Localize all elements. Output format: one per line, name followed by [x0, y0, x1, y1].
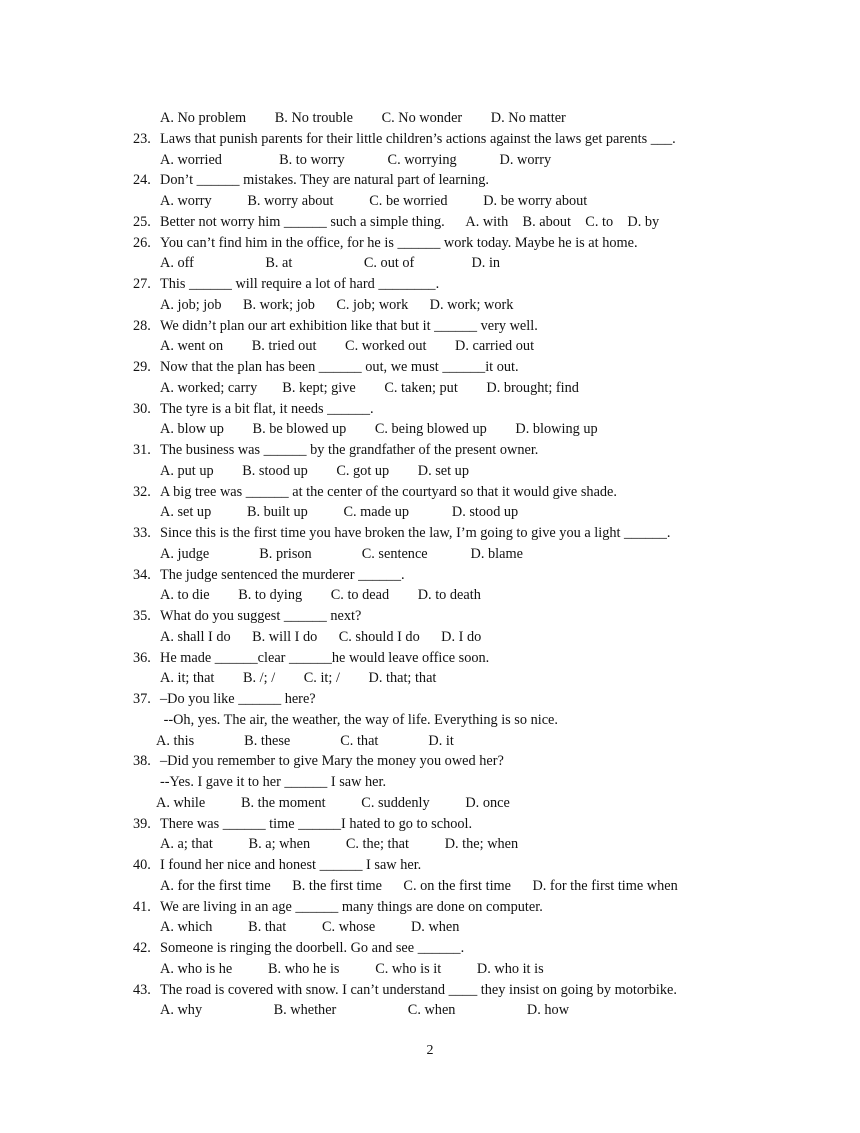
- answer-options: A. which B. that C. whose D. when: [160, 919, 460, 936]
- answer-options: A. worried B. to worry C. worrying D. worry: [160, 151, 552, 168]
- question-number: 37.: [133, 691, 151, 707]
- question-text: We didn’t plan our art exhibition like that but it ______ very well.: [160, 317, 538, 334]
- answer-options: A. set up B. built up C. made up D. stood up: [160, 504, 519, 521]
- answer-options: A. this B. these C. that D. it: [156, 732, 454, 749]
- question-number: 26.: [133, 234, 151, 251]
- question-text: What do you suggest ______ next?: [160, 608, 362, 624]
- answer-options: A. why B. whether C. when D. how: [160, 1002, 570, 1019]
- question-text: The business was ______ by the grandfather of the present owner.: [160, 442, 539, 458]
- question-number: 27.: [133, 276, 151, 292]
- question-number: 40.: [133, 857, 151, 873]
- question-text: Better not worry him ______ such a simple thing. A. with B. about C. to D. by: [160, 213, 660, 230]
- answer-options: --Yes. I gave it to her ______ I saw her.: [160, 774, 387, 790]
- question-text: A big tree was ______ at the center of the courtyard so that it would give shade.: [160, 483, 617, 500]
- question-number: 31.: [133, 442, 151, 458]
- answer-options: A. judge B. prison C. sentence D. blame: [160, 545, 523, 562]
- question-number: 32.: [133, 483, 151, 500]
- question-text: –Do you like ______ here?: [160, 691, 316, 707]
- answer-options: A. who is he B. who he is C. who is it D. who it is: [160, 960, 544, 977]
- question-number: 23.: [133, 130, 151, 147]
- page-number: 2: [426, 1043, 434, 1058]
- question-number: 30.: [133, 400, 151, 417]
- answer-options: A. job; job B. work; job C. job; work D. work; work: [160, 296, 514, 313]
- answer-options: A. it; that B. /; / C. it; / D. that; that: [160, 670, 437, 687]
- question-number: 39.: [133, 815, 151, 832]
- question-number: 43.: [133, 981, 151, 998]
- question-number: 28.: [133, 317, 151, 334]
- question-text: The road is covered with snow. I can’t understand ____ they insist on going by motorbike.: [160, 981, 677, 998]
- question-number: 29.: [133, 359, 151, 375]
- answer-options: A. went on B. tried out C. worked out D. carried out: [160, 338, 535, 355]
- answer-options: A. worry B. worry about C. be worried D. be worry about: [160, 193, 588, 209]
- question-text: There was ______ time ______I hated to go to school.: [160, 815, 473, 832]
- question-text: The tyre is a bit flat, it needs ______.: [160, 400, 374, 417]
- question-number: 33.: [133, 525, 151, 541]
- answer-options: A. off B. at C. out of D. in: [160, 255, 501, 272]
- question-number: 36.: [133, 649, 151, 666]
- question-number: 38.: [133, 753, 151, 770]
- answer-options: A. to die B. to dying C. to dead D. to death: [160, 587, 481, 604]
- answer-options: A. shall I do B. will I do C. should I do D. I do: [160, 628, 482, 645]
- question-number: 34.: [133, 566, 151, 583]
- answer-options: A. put up B. stood up C. got up D. set up: [160, 462, 469, 479]
- question-number: 35.: [133, 608, 151, 624]
- question-text: Someone is ringing the doorbell. Go and see ______.: [160, 940, 465, 956]
- answer-options: A. worked; carry B. kept; give C. taken; put D. brought; find: [160, 379, 579, 396]
- answer-options: A. No problem B. No trouble C. No wonder D. No matter: [160, 110, 566, 126]
- question-text: –Did you remember to give Mary the money you owed her?: [160, 753, 504, 770]
- question-text: This ______ will require a lot of hard ________.: [160, 276, 440, 292]
- question-text: He made ______clear ______he would leave office soon.: [160, 649, 490, 666]
- question-text: We are living in an age ______ many things are done on computer.: [160, 898, 543, 915]
- question-text: The judge sentenced the murderer ______.: [160, 566, 405, 583]
- answer-options: A. blow up B. be blowed up C. being blowed up D. blowing up: [160, 421, 598, 438]
- question-text: You can’t find him in the office, for he is ______ work today. Maybe he is at home.: [160, 234, 638, 251]
- question-text: Don’t ______ mistakes. They are natural part of learning.: [160, 172, 490, 189]
- question-number: 41.: [133, 898, 151, 915]
- question-number: 42.: [133, 940, 151, 956]
- question-text: Since this is the first time you have broken the law, I’m going to give you a light ______.: [160, 525, 671, 541]
- question-text: I found her nice and honest ______ I saw her.: [160, 857, 422, 873]
- question-number: 25.: [133, 213, 151, 230]
- answer-options: A. a; that B. a; when C. the; that D. the; when: [160, 836, 519, 853]
- question-text: Now that the plan has been ______ out, we must ______it out.: [160, 359, 519, 375]
- answer-options: --Oh, yes. The air, the weather, the way of life. Everything is so nice.: [160, 711, 558, 728]
- answer-options: A. for the first time B. the first time C. on the first time D. for the first time when: [160, 877, 678, 894]
- question-text: Laws that punish parents for their little children’s actions against the laws get parents ___.: [160, 130, 676, 147]
- answer-options: A. while B. the moment C. suddenly D. once: [156, 794, 510, 811]
- question-number: 24.: [133, 172, 151, 189]
